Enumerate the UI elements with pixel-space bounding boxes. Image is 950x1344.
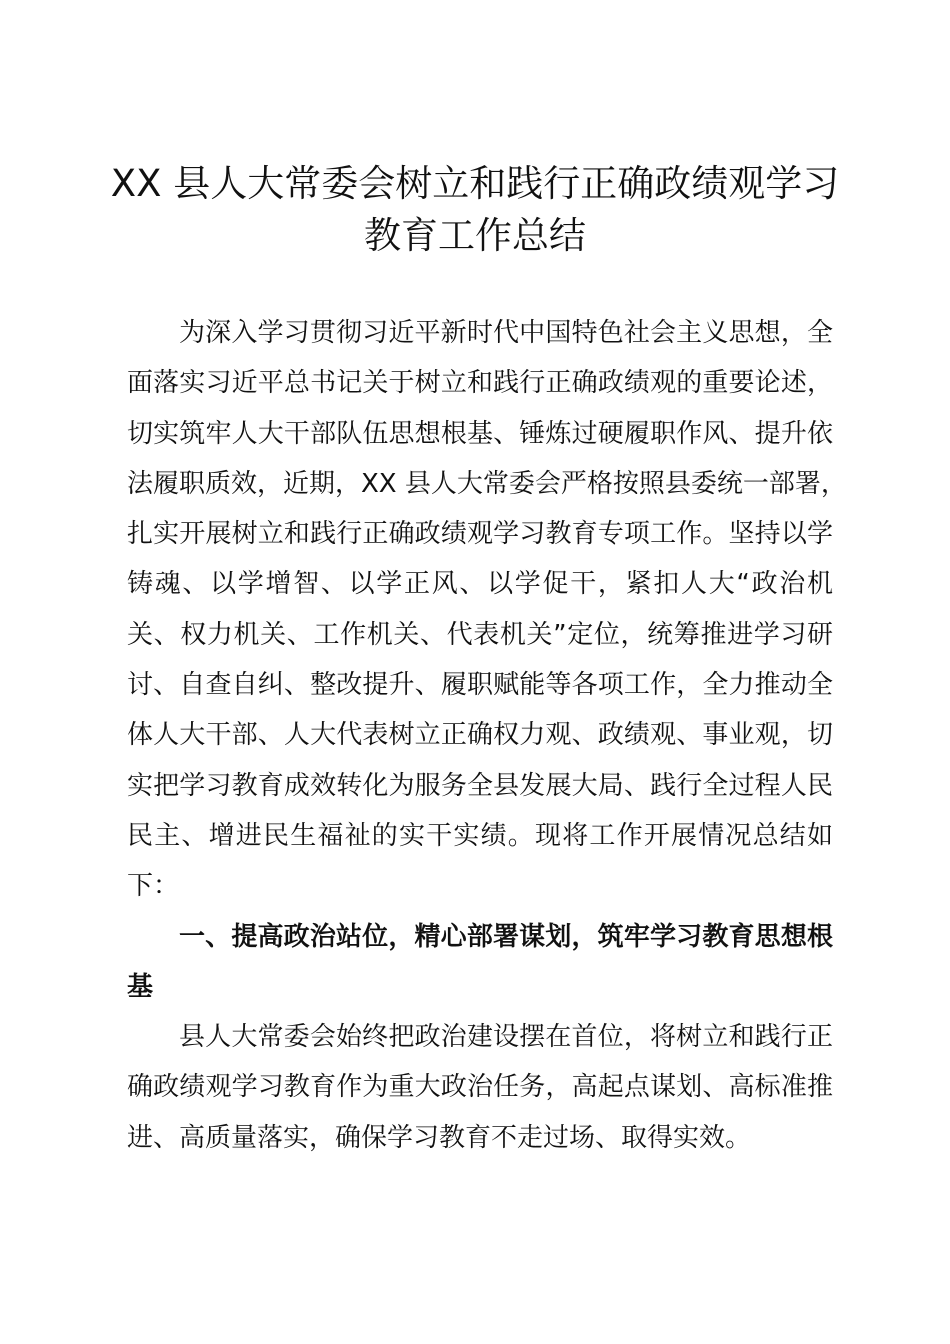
document-body (127, 308, 847, 1163)
section-heading-line: 基 (127, 971, 154, 1002)
paragraph-line: 下： (127, 871, 180, 902)
title-line: XX 县人大常委会树立和践行正确政绩观学习 (110, 162, 840, 205)
paragraph-line: 进、高质量落实，确保学习教育不走过场、取得实效。 (127, 1122, 752, 1153)
paragraph-line: 确政绩观学习教育作为重大政治任务，高起点谋划、高标准推 (127, 1072, 833, 1103)
paragraph-line: 为深入学习贯彻习近平新时代中国特色社会主义思想，全 (179, 318, 833, 348)
paragraph-line: 面落实习近平总书记关于树立和践行正确政绩观的重要论述， (127, 368, 833, 399)
paragraph-line: 民主、增进民生福祉的实干实绩。现将工作开展情况总结如 (127, 820, 833, 851)
section-heading-line: 一、提高政治站位，精心部署谋划，筑牢学习教育思想根 (179, 921, 833, 952)
paragraph-line: 扎实开展树立和践行正确政绩观学习教育专项工作。坚持以学 (127, 519, 833, 550)
paragraph-line: 铸魂、以学增智、以学正风、以学促干，紧扣人大“政治机 (127, 569, 833, 600)
paragraph-line: 县人大常委会始终把政治建设摆在首位，将树立和践行正 (179, 1022, 833, 1053)
paragraph-line: 实把学习教育成效转化为服务全县发展大局、践行全过程人民 (127, 770, 833, 801)
paragraph-line: 关、权力机关、工作机关、代表机关”定位，统筹推进学习研 (127, 619, 833, 650)
paragraph-line: 体人大干部、人大代表树立正确权力观、政绩观、事业观，切 (127, 720, 833, 751)
paragraph-line: 切实筑牢人大干部队伍思想根基、锤炼过硬履职作风、提升依 (127, 418, 833, 449)
paragraph-line: 法履职质效，近期，XX 县人大常委会严格按照县委统一部署， (127, 468, 847, 499)
document-title (100, 158, 850, 262)
title-line: 教育工作总结 (364, 214, 586, 257)
paragraph-line: 讨、自查自纠、整改提升、履职赋能等各项工作，全力推动全 (127, 670, 833, 701)
